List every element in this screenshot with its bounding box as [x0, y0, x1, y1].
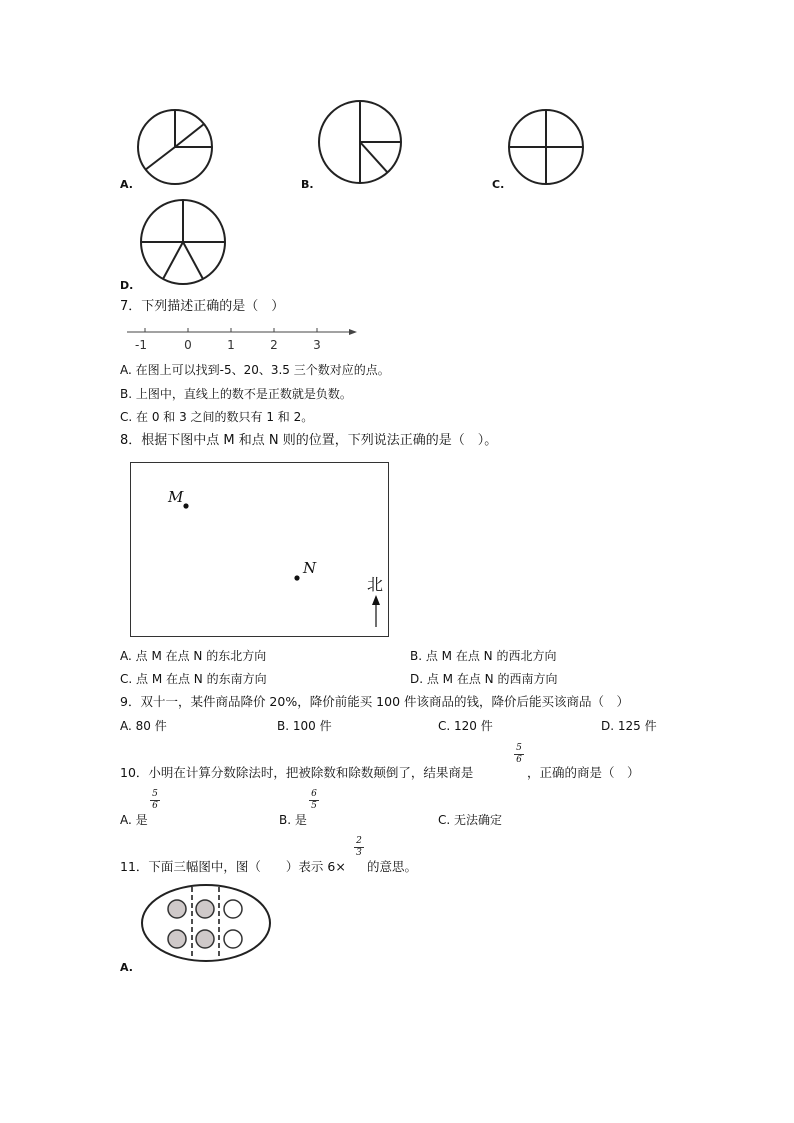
- q11-stem-before: 11．下面三幅图中，图（ ）表示 6×: [120, 859, 346, 874]
- tick-label: -1: [135, 338, 147, 352]
- fraction-numerator: 5: [516, 743, 522, 753]
- north-arrow-head: [372, 595, 380, 605]
- fraction-numerator: 6: [311, 789, 317, 799]
- sector-line: [360, 142, 388, 173]
- q9-option-d[interactable]: D. 125 件: [601, 719, 657, 733]
- q6-option-a-label[interactable]: A.: [120, 178, 133, 191]
- empty-circle: [224, 900, 242, 918]
- q7-number-line: [125, 324, 361, 352]
- point-m-dot: [183, 503, 188, 508]
- q6-option-c-label[interactable]: C.: [492, 178, 505, 191]
- q6-figure-c: [508, 109, 586, 187]
- q9-stem: 9．双十一，某件商品降价 20%，降价前能买 100 件该商品的钱，降价后能买该商品（ ）: [120, 694, 630, 709]
- tick-label: 1: [227, 338, 235, 352]
- q10-option-a[interactable]: A. 是: [120, 813, 148, 827]
- shaded-circle: [196, 900, 214, 918]
- tick-label: 2: [270, 338, 278, 352]
- q10-option-b[interactable]: B. 是: [279, 813, 307, 827]
- q8-option-c[interactable]: C. 点 M 在点 N 的东南方向: [120, 672, 267, 686]
- q8-option-a[interactable]: A. 点 M 在点 N 的东北方向: [120, 649, 267, 663]
- sector-line: [163, 242, 183, 279]
- sector-line: [183, 242, 203, 279]
- sector-line: [175, 124, 204, 147]
- number-line-arrow: [349, 329, 357, 335]
- point-n-label: N: [303, 559, 317, 577]
- q8-option-b[interactable]: B. 点 M 在点 N 的西北方向: [410, 649, 557, 663]
- ellipse-outline: [142, 885, 270, 961]
- q7-option-a[interactable]: A. 在图上可以找到-5、20、3.5 三个数对应的点。: [120, 363, 390, 377]
- q11-stem-fraction: [354, 837, 364, 858]
- shaded-circle: [168, 930, 186, 948]
- q6-option-b-label[interactable]: B.: [301, 178, 314, 191]
- q10-option-c[interactable]: C. 无法确定: [438, 813, 503, 827]
- q9-option-c[interactable]: C. 120 件: [438, 719, 493, 733]
- q11-option-a-label[interactable]: A.: [120, 961, 133, 974]
- fraction-numerator: 2: [356, 836, 362, 846]
- empty-circle: [224, 930, 242, 948]
- fraction-numerator: 5: [152, 789, 158, 799]
- q11-stem-after: 的意思。: [367, 859, 418, 874]
- q9-option-a[interactable]: A. 80 件: [120, 719, 167, 733]
- q7-stem: 7．下列描述正确的是（ ）: [120, 299, 285, 314]
- q8-map: [130, 462, 389, 637]
- tick-label: 0: [184, 338, 192, 352]
- sector-line: [145, 147, 175, 170]
- q10-option-b-fraction: [309, 790, 319, 811]
- q8-stem: 8．根据下图中点 M 和点 N 则的位置，下列说法正确的是（ ）。: [120, 433, 498, 448]
- shaded-circle: [196, 930, 214, 948]
- fraction-denominator: 5: [311, 801, 317, 811]
- fraction-denominator: 6: [152, 801, 158, 811]
- q10-stem-after: ，正确的商是（ ）: [527, 765, 640, 780]
- point-m-label: M: [168, 488, 184, 506]
- q6-figure-d: [139, 198, 227, 286]
- q6-figure-a: [137, 108, 215, 188]
- shaded-circle: [168, 900, 186, 918]
- q7-option-b[interactable]: B. 上图中，直线上的数不是正数就是负数。: [120, 387, 352, 401]
- north-label: 北: [367, 575, 384, 594]
- q7-option-c[interactable]: C. 在 0 和 3 之间的数只有 1 和 2。: [120, 410, 314, 424]
- fraction-denominator: 3: [356, 848, 362, 858]
- q10-option-a-fraction: [150, 790, 160, 811]
- q10-stem-fraction: [514, 744, 524, 765]
- q11-figure-a: [140, 883, 274, 965]
- fraction-denominator: 6: [516, 755, 522, 765]
- tick-label: 3: [313, 338, 321, 352]
- q6-figure-b: [318, 98, 404, 188]
- q8-option-d[interactable]: D. 点 M 在点 N 的西南方向: [410, 672, 558, 686]
- point-n-dot: [294, 575, 299, 580]
- q10-stem-before: 10．小明在计算分数除法时，把被除数和除数颠倒了，结果商是: [120, 765, 474, 780]
- q9-option-b[interactable]: B. 100 件: [277, 719, 332, 733]
- q6-option-d-label[interactable]: D.: [120, 279, 134, 292]
